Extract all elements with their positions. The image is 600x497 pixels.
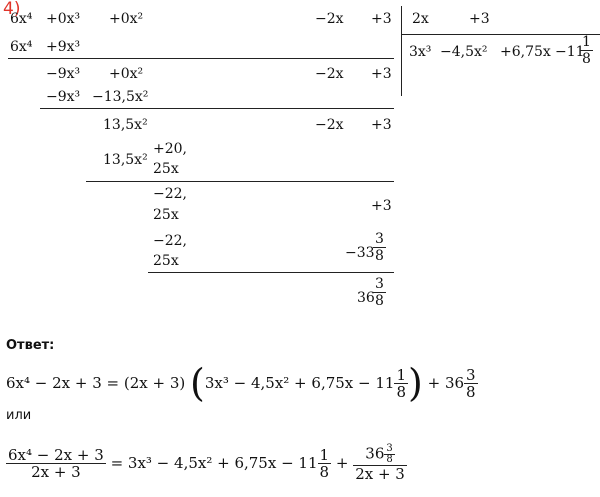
step1-term-x4: 6x⁴ xyxy=(10,39,33,55)
dividend-term-x4: 6x⁴ xyxy=(10,11,33,27)
alt-fraction-1 xyxy=(318,447,332,480)
rem3-term-x1-top: −22, xyxy=(153,186,187,202)
quotient-fraction-denominator: 8 xyxy=(582,51,591,67)
rem1-term-x2: +0x² xyxy=(109,66,144,82)
quotient-fraction-numerator: 1 xyxy=(582,34,591,50)
alt-remainder-mini-numerator: 3 xyxy=(386,443,393,454)
alt-remainder-mini-denominator: 8 xyxy=(386,454,393,465)
alt-lhs-denominator: 2x + 3 xyxy=(31,462,81,481)
divisor-term-a: 2x xyxy=(412,11,429,27)
step3-term-x2: 13,5x² xyxy=(103,152,148,168)
quotient-term-0-whole: −11 xyxy=(555,44,585,60)
remainder-fraction-numerator: 3 xyxy=(375,276,384,292)
alt-remainder-whole: 36 xyxy=(365,444,385,463)
answer-fraction-numerator: 1 xyxy=(396,365,406,384)
divisor-underline xyxy=(401,34,600,35)
alt-lhs-fraction xyxy=(6,447,106,480)
answer-equation xyxy=(6,361,478,405)
rem2-term-x1: −2x xyxy=(315,117,344,133)
rem1-term-x3: −9x³ xyxy=(46,66,81,82)
step4-term-x0-whole: −33 xyxy=(345,245,375,261)
alt-lhs-numerator: 6x⁴ − 2x + 3 xyxy=(8,445,104,464)
right-paren: ) xyxy=(408,361,423,405)
answer-label: Ответ: xyxy=(6,338,55,353)
answer-tail: + 36 xyxy=(427,374,465,392)
dividend-term-x3: +0x³ xyxy=(46,11,81,27)
remainder-whole: 36 xyxy=(357,290,375,306)
step4-fraction-numerator: 3 xyxy=(375,231,384,247)
left-paren: ( xyxy=(190,361,205,405)
dividend-term-x0: +3 xyxy=(371,11,392,27)
problem-number: 4) xyxy=(3,0,21,19)
rem2-term-x2: 13,5x² xyxy=(103,117,148,133)
alt-fraction-1-numerator: 1 xyxy=(319,445,330,464)
rem1-term-x1: −2x xyxy=(315,66,344,82)
rem3-term-x0: +3 xyxy=(371,198,392,214)
answer-tail-denominator: 8 xyxy=(466,382,476,401)
division-vertical-bar xyxy=(401,6,402,96)
quotient-term-2: −4,5x² xyxy=(440,44,488,60)
step2-term-x2: −13,5x² xyxy=(92,89,149,105)
answer-inner: 3x³ − 4,5x² + 6,75x − 11 xyxy=(204,374,395,392)
rem1-term-x0: +3 xyxy=(371,66,392,82)
alt-plus: + xyxy=(335,454,349,472)
step3-term-x1-top: +20, xyxy=(153,141,187,157)
step1-term-x3: +9x³ xyxy=(46,39,81,55)
quotient-fraction xyxy=(580,34,593,67)
step2-line xyxy=(40,108,394,109)
quotient-term-3: 3x³ xyxy=(409,44,432,60)
remainder-fraction-denominator: 8 xyxy=(375,293,384,309)
step4-fraction-denominator: 8 xyxy=(375,248,384,264)
alternative-equation xyxy=(6,444,407,482)
alt-fraction-1-denominator: 8 xyxy=(319,462,330,481)
answer-tail-numerator: 3 xyxy=(466,365,476,384)
or-label: или xyxy=(6,408,32,423)
alt-remainder-numerator xyxy=(353,444,407,465)
step3-line xyxy=(86,181,394,182)
step4-line xyxy=(148,272,394,273)
rem3-term-x1-bottom: 25x xyxy=(153,207,179,223)
dividend-term-x2: +0x² xyxy=(109,11,144,27)
dividend-term-x1: −2x xyxy=(315,11,344,27)
answer-fraction-denominator: 8 xyxy=(396,382,406,401)
quotient-term-1: +6,75x xyxy=(500,44,551,60)
alt-mid: = 3x³ − 4,5x² + 6,75x − 11 xyxy=(110,454,318,472)
alt-remainder-denominator: 2x + 3 xyxy=(355,465,405,483)
rem2-term-x0: +3 xyxy=(371,117,392,133)
remainder-fraction xyxy=(373,276,386,309)
step4-term-x1-top: −22, xyxy=(153,233,187,249)
answer-tail-fraction xyxy=(464,367,478,400)
step4-fraction xyxy=(373,231,386,264)
answer-fraction xyxy=(394,367,408,400)
divisor-term-b: +3 xyxy=(469,11,490,27)
step4-term-x1-bottom: 25x xyxy=(153,253,179,269)
step3-term-x1-bottom: 25x xyxy=(153,161,179,177)
step2-term-x3: −9x³ xyxy=(46,89,81,105)
answer-lhs: 6x⁴ − 2x + 3 = (2x + 3) xyxy=(6,374,186,392)
alt-remainder-fraction xyxy=(353,444,407,482)
step1-line xyxy=(8,58,394,59)
alt-remainder-mini-fraction xyxy=(384,444,394,465)
